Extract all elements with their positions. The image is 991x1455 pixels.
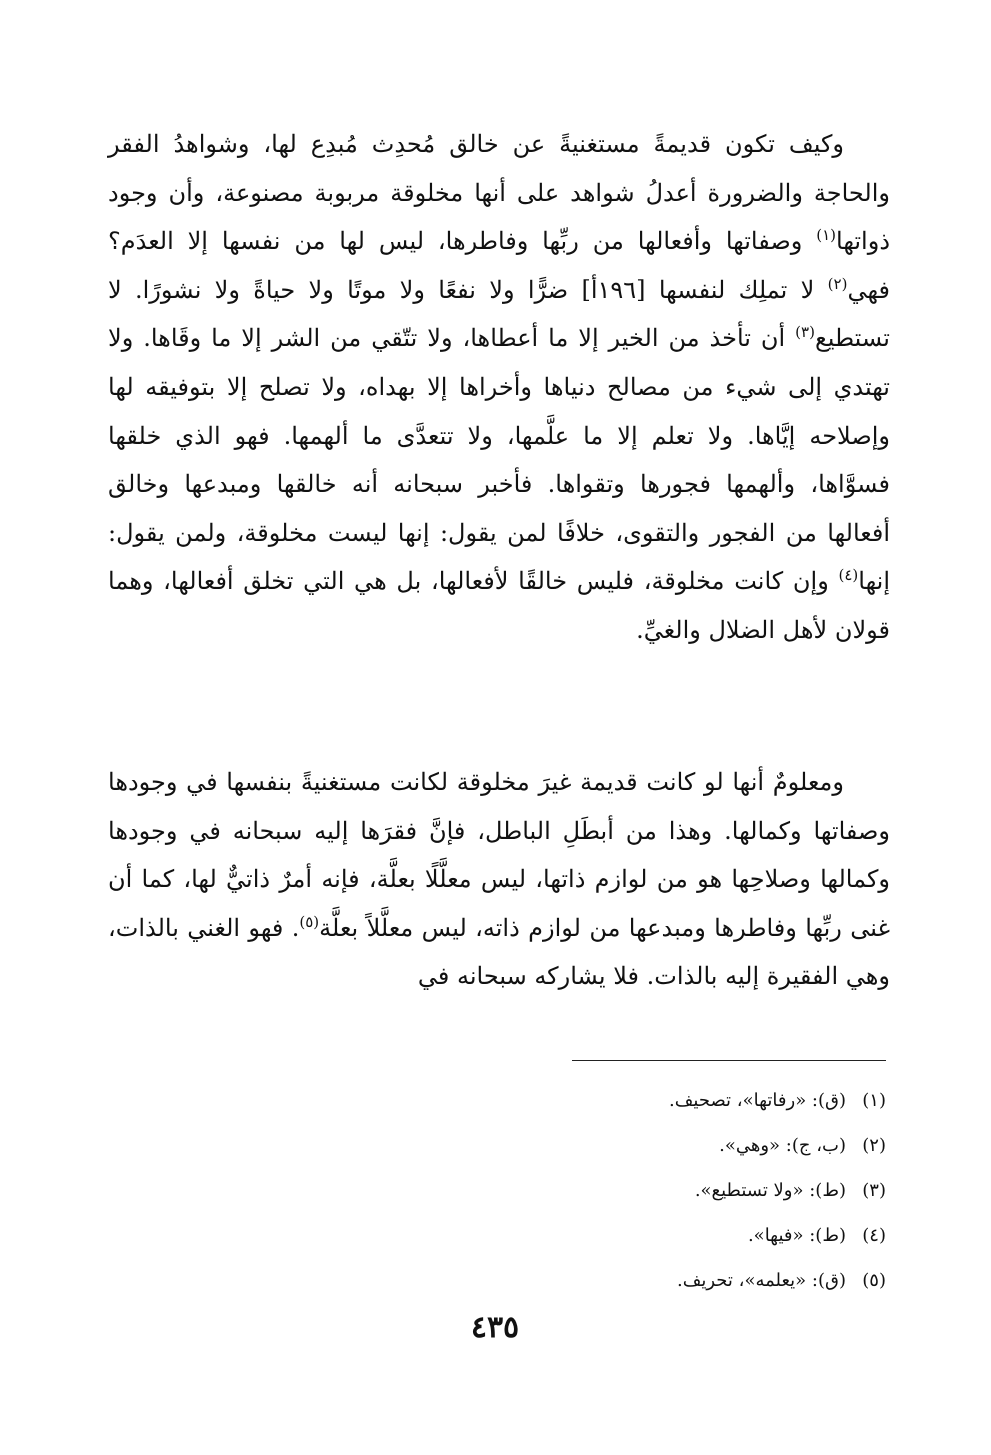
paragraph-2-text-1: ومعلومٌ أنها لو كانت قديمة غيرَ مخلوقة لكانت مستغنيةً بنفسها في وجودها وصفاتها وكمالها. وهذا من أبطَلِ الباطل، فإنَّ فقرَها إليه سبحانه في وجودها وكمالها وصلاحِها هو من لوازم ذاتها، ليس معلَّلًا بعلَّة، فإنه أمرٌ ذاتيٌّ لها، كما أن غنى ربِّها وفاطرها ومبدعها من لوازم ذاته، ليس معلَّلاً بعلَّة [108,768,890,942]
footnote-text: (ب، ج): «وهي». [719,1135,846,1156]
footnote-item [300,1168,886,1213]
footnote-text: (ق): «رفاتها»، تصحيف. [669,1090,846,1111]
footnote-ref-4: (٤) [838,566,859,585]
footnote-ref-5: (٥) [299,912,320,931]
paragraph-1-text-5: وإن كانت مخلوقة، فليس خالقًا لأفعالها، بل هي التي تخلق أفعالها، وهما قولان لأهل الضلال والغيِّ. [108,567,890,644]
paragraph-2 [108,758,890,1001]
paragraph-1-text-1: وكيف تكون قديمةً مستغنيةً عن خالق مُحدِث مُبدِع لها، وشواهدُ الفقر والحاجة والضرورة أعدلُ شواهد على أنها مخلوقة مربوبة مصنوعة، وأن وجود ذواتها [108,130,890,256]
page-number: ٤٣٥ [470,1310,520,1345]
footnote-text: (ط): «ولا تستطيع». [694,1180,846,1201]
footnote-number: (١) [862,1090,886,1111]
paragraph-1-text-4: أن تأخذ من الخير إلا ما أعطاها، ولا تتّقي من الشر إلا ما وقَاها. ولا تهتدي إلى شيء من مصالح دنياها وأخراها إلا بهداه، ولا تصلح إلا بتوفيقه لها وإصلاحه إيَّاها. ولا تعلم إلا ما علَّمها، ولا تتعدَّى ما ألهمها. فهو الذي خلقها فسوَّاها، وألهمها فجورها وتقواها. فأخبر سبحانه أنه خالقها ومبدعها وخالق أفعالها من الفجور والتقوى، خلافًا لمن يقول: إنها ليست مخلوقة، ولمن يقول: إنها [108,324,890,596]
footnote-item [300,1213,886,1258]
paragraph-1-text-3: لا تملِك لنفسها [١٩٦أ] ضرًّا ولا نفعًا ولا موتًا ولا حياةً ولا نشورًا. لا تستطيع [108,275,890,353]
footnote-ref-2: (٢) [827,274,848,293]
paragraph-2-text-2: . فهو الغني بالذات، وهي الفقيرة إليه بالذات. فلا يشاركه سبحانه في [108,913,890,991]
footnote-number: (٣) [862,1180,886,1201]
footnote-item [300,1123,886,1168]
footnote-ref-3: (٣) [795,323,815,342]
footnote-item [300,1078,886,1123]
paragraph-1 [108,120,890,655]
footnote-separator [572,1060,886,1061]
footnote-ref-1: (١) [816,226,836,245]
footnote-item [300,1258,886,1303]
paragraph-1-text-2: وصفاتها وأفعالها من ربِّها وفاطرها، ليس لها من نفسها إلا العدَم؟ فهي [108,227,890,304]
footnotes-list [300,1078,886,1303]
footnote-number: (٥) [862,1270,886,1291]
footnote-number: (٤) [862,1225,886,1246]
footnote-number: (٢) [862,1135,886,1156]
footnote-text: (ق): «يعلمه»، تحريف. [677,1270,846,1291]
footnote-text: (ط): «فيها». [747,1225,846,1246]
